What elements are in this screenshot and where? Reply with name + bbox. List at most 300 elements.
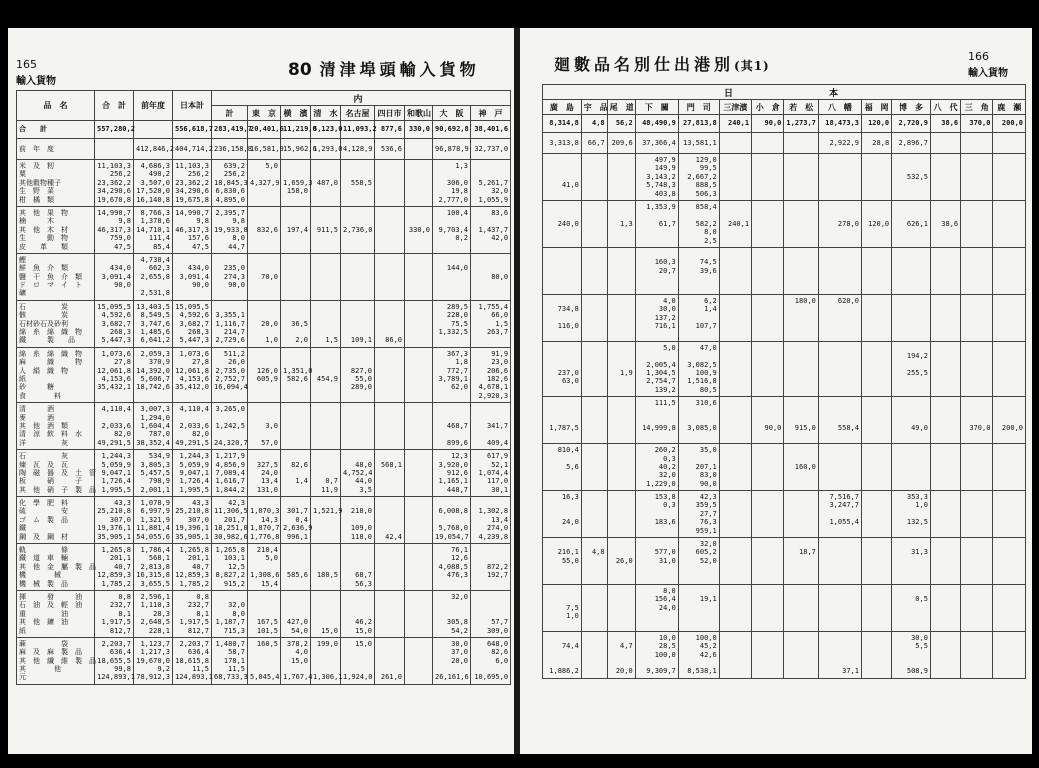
cell-line: [435, 610, 468, 618]
cell-line: [313, 657, 338, 665]
cell-line: [377, 452, 402, 460]
header-port: 三 角: [961, 100, 993, 115]
cell-line: [435, 289, 468, 297]
cell-line: [963, 548, 990, 556]
cell-line: 4,592,6: [101, 311, 131, 320]
cell-line: [584, 228, 605, 236]
cell-line: 61,7: [658, 219, 676, 228]
summary-cell: 120,0: [861, 115, 891, 133]
cell-line: [821, 642, 859, 650]
title-text: 清津埠頭輸入貨物: [319, 60, 480, 79]
header-total: 合 計: [95, 91, 134, 121]
cell-line: 80,5: [699, 385, 717, 394]
cell-line: [754, 463, 781, 471]
cell-line: 3,355,1: [215, 311, 245, 320]
cell-line: [786, 190, 815, 198]
cell-line: [473, 414, 508, 422]
cell-line: [343, 414, 372, 422]
cell-line: [610, 408, 633, 416]
cell-line: 341,7: [486, 421, 509, 430]
cell-line: [313, 320, 338, 328]
cell-line: [313, 469, 338, 477]
table-row: [543, 341, 1026, 396]
cell-line: 558,4: [837, 424, 859, 433]
cell-line: [610, 659, 633, 667]
value-cell: [95, 160, 134, 207]
cell-line: [313, 601, 338, 609]
value-cell: [678, 247, 719, 294]
cell-line: [864, 446, 889, 454]
summary-cell: [993, 133, 1026, 154]
cell-line: [786, 574, 815, 582]
cell-line: [933, 527, 958, 535]
cell-line: [545, 651, 579, 659]
value-cell: [818, 491, 861, 538]
cell-line: 167,5: [256, 618, 278, 627]
value-cell: [607, 200, 635, 247]
cell-line: [407, 320, 430, 328]
cell-line: 959,1: [695, 526, 717, 535]
cell-line: [343, 243, 372, 251]
row-labels: [17, 497, 95, 544]
cell-line: [963, 659, 990, 667]
value-cell: [635, 491, 678, 538]
value-cell: [281, 347, 311, 402]
cell-line: [343, 563, 372, 571]
cell-line: 18,845,3: [214, 178, 248, 187]
table-row: [543, 154, 1026, 201]
cell-line: [995, 557, 1023, 565]
cell-line: 5,0: [265, 162, 278, 170]
cell-line: [343, 196, 372, 204]
header-group: 内: [212, 91, 511, 106]
cell-line: [821, 587, 859, 595]
cell-line: [754, 642, 781, 650]
cell-line: 506,3: [695, 189, 717, 198]
cell-line: 1,0: [566, 612, 579, 621]
value-cell: [719, 491, 751, 538]
cell-line: [638, 275, 676, 283]
cell-line: [864, 612, 889, 620]
value-cell: [212, 160, 248, 207]
cell-line: 180,0: [794, 296, 816, 305]
cell-line: 2,636,9: [283, 524, 313, 533]
value-cell: [993, 397, 1026, 444]
value-cell: [930, 341, 960, 396]
cell-line: 煉 瓦 及 瓦: [19, 460, 68, 469]
cell-line: 1,4: [295, 477, 308, 486]
cell-line: 47,0: [699, 343, 717, 352]
cell-line: [786, 361, 815, 369]
cell-line: [283, 350, 308, 358]
cell-line: [545, 352, 579, 360]
cell-line: [722, 604, 749, 612]
cell-line: 1,616,7: [215, 477, 245, 486]
cell-line: [407, 524, 430, 532]
value-cell: [993, 584, 1026, 631]
value-cell: [930, 294, 960, 341]
cell-line: [473, 593, 508, 601]
cell-line: [638, 283, 676, 291]
cell-line: [473, 256, 508, 264]
cell-line: 636,4: [109, 648, 131, 657]
cell-line: 117,0: [486, 477, 509, 486]
value-cell: [471, 403, 511, 450]
cell-line: [343, 162, 372, 170]
cell-line: [963, 480, 990, 488]
cell-line: 124,893,1: [97, 673, 135, 682]
value-cell: [375, 497, 405, 544]
cell-line: [377, 618, 402, 626]
cell-line: 107,7: [695, 322, 717, 331]
cell-line: 41,0: [561, 181, 579, 190]
table-row: [17, 403, 511, 450]
cell-line: 55,0: [561, 556, 579, 565]
cell-line: 7,516,7: [829, 493, 859, 502]
cell-line: [963, 527, 990, 535]
cell-line: [933, 565, 958, 573]
value-cell: [719, 247, 751, 294]
row-labels: [17, 637, 95, 684]
cell-line: [610, 634, 633, 642]
summary-cell: 330,0: [405, 121, 433, 139]
cell-line: [584, 369, 605, 377]
cell-line: [283, 405, 308, 413]
cell-line: [821, 190, 859, 198]
cell-line: 57,7: [491, 618, 509, 627]
cell-line: [343, 665, 372, 673]
cell-line: [250, 648, 278, 656]
value-cell: [993, 631, 1026, 678]
value-cell: [892, 294, 931, 341]
cell-line: [786, 220, 815, 228]
cell-line: 116,0: [557, 322, 579, 331]
cell-line: [963, 164, 990, 172]
cell-line: [407, 533, 430, 541]
cell-line: [786, 433, 815, 441]
cell-line: [377, 234, 402, 242]
cell-line: 8,0: [232, 609, 245, 618]
cell-line: [435, 281, 468, 289]
summary-cell: 236,158,8: [212, 139, 248, 160]
cell-line: 899,6: [446, 438, 468, 447]
cell-line: [722, 330, 749, 338]
cell-line: [963, 237, 990, 245]
value-cell: [471, 590, 511, 637]
cell-line: [610, 455, 633, 463]
table-row: [543, 294, 1026, 341]
cell-line: [963, 612, 990, 620]
cell-line: 其 他 金 屬 製 品: [19, 562, 96, 571]
cell-line: [894, 361, 928, 369]
page-number: 165: [16, 58, 37, 71]
cell-line: 4,678,1: [478, 383, 509, 392]
cell-line: [473, 430, 508, 438]
value-cell: [581, 247, 607, 294]
cell-line: 5,457,5: [140, 468, 170, 477]
cell-line: 2,531,8: [140, 289, 170, 298]
cell-line: [786, 330, 815, 338]
cell-line: 1,995,5: [179, 485, 209, 494]
cell-line: [584, 501, 605, 509]
row-labels: [17, 544, 95, 591]
cell-line: [864, 156, 889, 164]
cell-line: [681, 330, 717, 338]
cell-line: [786, 228, 815, 236]
value-cell: [581, 631, 607, 678]
cell-line: 996,1: [286, 532, 308, 541]
value-cell: [993, 538, 1026, 585]
cell-line: [584, 250, 605, 258]
value-cell: [635, 631, 678, 678]
value-cell: [375, 206, 405, 253]
cell-line: [377, 289, 402, 297]
cell-line: 43,3: [192, 499, 209, 508]
cell-line: 1,055,4: [829, 518, 859, 527]
cell-line: [963, 386, 990, 394]
cell-line: 4,7: [620, 642, 633, 651]
cell-line: [894, 211, 928, 219]
cell-line: [963, 510, 990, 518]
value-cell: [752, 631, 784, 678]
cell-line: [722, 377, 749, 385]
value-cell: [581, 584, 607, 631]
cell-line: [377, 524, 402, 532]
table-row: [543, 491, 1026, 538]
summary-cell: 15,962,6: [281, 139, 311, 160]
value-cell: [95, 544, 134, 591]
cell-line: 1,776,8: [250, 532, 280, 541]
cell-line: [963, 416, 990, 424]
cell-line: 99,5: [699, 164, 717, 173]
value-cell: [248, 403, 281, 450]
cell-line: [473, 610, 508, 618]
cell-line: 2,5: [704, 236, 717, 245]
cell-line: 3,747,6: [140, 319, 170, 328]
cell-line: 9,703,4: [438, 225, 468, 234]
cell-line: 1,3: [620, 219, 633, 228]
cell-line: [995, 305, 1023, 313]
cell-line: 24,0: [658, 603, 676, 612]
cell-line: [894, 228, 928, 236]
cell-line: 310,6: [695, 399, 717, 408]
cell-line: [864, 314, 889, 322]
cell-line: [754, 574, 781, 582]
cell-line: [407, 273, 430, 281]
value-cell: [341, 544, 375, 591]
cell-line: [995, 156, 1023, 164]
cell-line: [786, 203, 815, 211]
value-cell: [95, 637, 134, 684]
cell-line: [933, 493, 958, 501]
cell-line: [214, 392, 245, 400]
cell-line: [250, 383, 278, 391]
cell-line: 100,0: [654, 650, 676, 659]
cell-line: [407, 648, 430, 656]
cell-line: 57,0: [261, 438, 278, 447]
value-cell: [543, 154, 582, 201]
cell-line: 109,0: [350, 524, 372, 533]
cell-line: [894, 322, 928, 330]
title-text: 廻數品名別仕出港別: [554, 55, 735, 74]
import-table-right: [542, 84, 1026, 679]
cell-line: [214, 289, 245, 297]
cell-line: 7,089,4: [215, 468, 245, 477]
cell-line: [864, 181, 889, 189]
cell-line: [894, 557, 928, 565]
cell-line: [250, 264, 278, 272]
cell-line: 0,3: [663, 501, 676, 510]
cell-line: 其 他 纖 維 製 品: [19, 656, 96, 665]
cell-line: [250, 234, 278, 242]
cell-line: [722, 651, 749, 659]
cell-line: 532,5: [906, 172, 928, 181]
cell-line: [754, 297, 781, 305]
cell-line: 200,0: [1001, 424, 1023, 433]
cell-line: [343, 350, 372, 358]
summary-cell: 536,6: [375, 139, 405, 160]
cell-line: [545, 621, 579, 629]
cell-line: [545, 433, 579, 441]
cell-line: 1,437,7: [478, 225, 509, 234]
cell-line: 1,073,6: [101, 349, 131, 358]
cell-line: [722, 322, 749, 330]
cell-line: [610, 237, 633, 245]
cell-line: [343, 516, 372, 524]
cell-line: [754, 587, 781, 595]
cell-line: [821, 634, 859, 642]
cell-line: [250, 657, 278, 665]
cell-line: 9,8: [118, 217, 131, 226]
cell-line: [313, 554, 338, 562]
summary-cell: 56,2: [607, 115, 635, 133]
cell-line: 其 他 硝 子 製 品: [19, 485, 96, 494]
header-subtotal: 計: [212, 106, 248, 121]
value-cell: [95, 206, 134, 253]
cell-line: [377, 217, 402, 225]
value-cell: [635, 538, 678, 585]
cell-line: 68,733,3: [214, 673, 248, 682]
cell-line: 35,0: [699, 446, 717, 455]
value-cell: [341, 497, 375, 544]
cell-line: [584, 424, 605, 432]
cell-line: 14,999,8: [642, 424, 676, 433]
cell-line: 46,2: [355, 618, 372, 627]
cell-line: [933, 518, 958, 526]
value-cell: [212, 403, 248, 450]
cell-line: 54,0: [291, 626, 308, 635]
cell-line: [545, 455, 579, 463]
summary-cell: [752, 133, 784, 154]
cell-line: [610, 587, 633, 595]
cell-line: [722, 267, 749, 275]
cell-line: [407, 439, 430, 447]
cell-line: 30,0: [451, 639, 468, 648]
value-cell: [784, 294, 818, 341]
cell-line: [864, 433, 889, 441]
cell-line: 6,0: [495, 656, 509, 665]
cell-line: [786, 322, 815, 330]
cell-line: [963, 361, 990, 369]
cell-line: [584, 651, 605, 659]
cell-line: [786, 510, 815, 518]
cell-line: [407, 422, 430, 430]
cell-line: [894, 190, 928, 198]
cell-line: [821, 377, 859, 385]
value-cell: [311, 450, 341, 497]
cell-line: 268,3: [187, 328, 209, 337]
header-port: 門 司: [678, 100, 719, 115]
cell-line: 生 野 菜: [19, 187, 54, 196]
cell-line: [933, 612, 958, 620]
cell-line: 44,0: [355, 477, 372, 486]
cell-line: 1,5: [325, 336, 338, 345]
value-cell: [961, 631, 993, 678]
cell-line: [681, 275, 717, 283]
cell-line: [610, 352, 633, 360]
cell-line: [638, 565, 676, 573]
value-cell: [281, 300, 311, 347]
value-cell: [752, 294, 784, 341]
value-cell: [471, 300, 511, 347]
summary-cell: 4,8: [581, 115, 607, 133]
cell-line: [754, 651, 781, 659]
cell-line: 353,3: [906, 493, 928, 502]
cell-line: [894, 399, 928, 407]
cell-line: [821, 181, 859, 189]
cell-line: 4,110,4: [101, 405, 131, 414]
cell-line: 8,0: [704, 228, 717, 237]
cell-line: 19,670,0: [136, 656, 170, 665]
cell-line: [754, 211, 781, 219]
cell-line: [377, 281, 402, 289]
cell-line: [584, 540, 605, 548]
cell-line: 63,0: [561, 377, 579, 386]
cell-line: 585,6: [286, 571, 308, 580]
cell-line: [786, 501, 815, 509]
cell-line: [933, 634, 958, 642]
cell-line: [821, 203, 859, 211]
value-cell: [212, 450, 248, 497]
table-row: [17, 544, 511, 591]
cell-line: [343, 554, 372, 562]
cell-line: [610, 190, 633, 198]
value-cell: [95, 347, 134, 402]
cell-line: 清 酒: [19, 405, 54, 414]
cell-line: [283, 601, 308, 609]
cell-line: 56,3: [355, 579, 372, 588]
value-cell: [818, 538, 861, 585]
cell-line: 434,0: [109, 264, 131, 273]
cell-line: 111,5: [654, 399, 676, 408]
cell-line: [283, 554, 308, 562]
cell-line: [638, 228, 676, 236]
cell-line: [963, 314, 990, 322]
cell-line: 18,7: [799, 548, 816, 557]
cell-line: [754, 493, 781, 501]
value-cell: [134, 590, 173, 637]
cell-line: 42,0: [491, 234, 509, 243]
cell-line: 37,0: [451, 648, 468, 657]
cell-line: 8,766,3: [140, 208, 170, 217]
cell-line: [754, 604, 781, 612]
cell-line: [722, 446, 749, 454]
cell-line: [407, 256, 430, 264]
cell-line: [933, 621, 958, 629]
cell-line: 4,856,9: [215, 460, 245, 469]
value-cell: [818, 341, 861, 396]
cell-line: [786, 369, 815, 377]
